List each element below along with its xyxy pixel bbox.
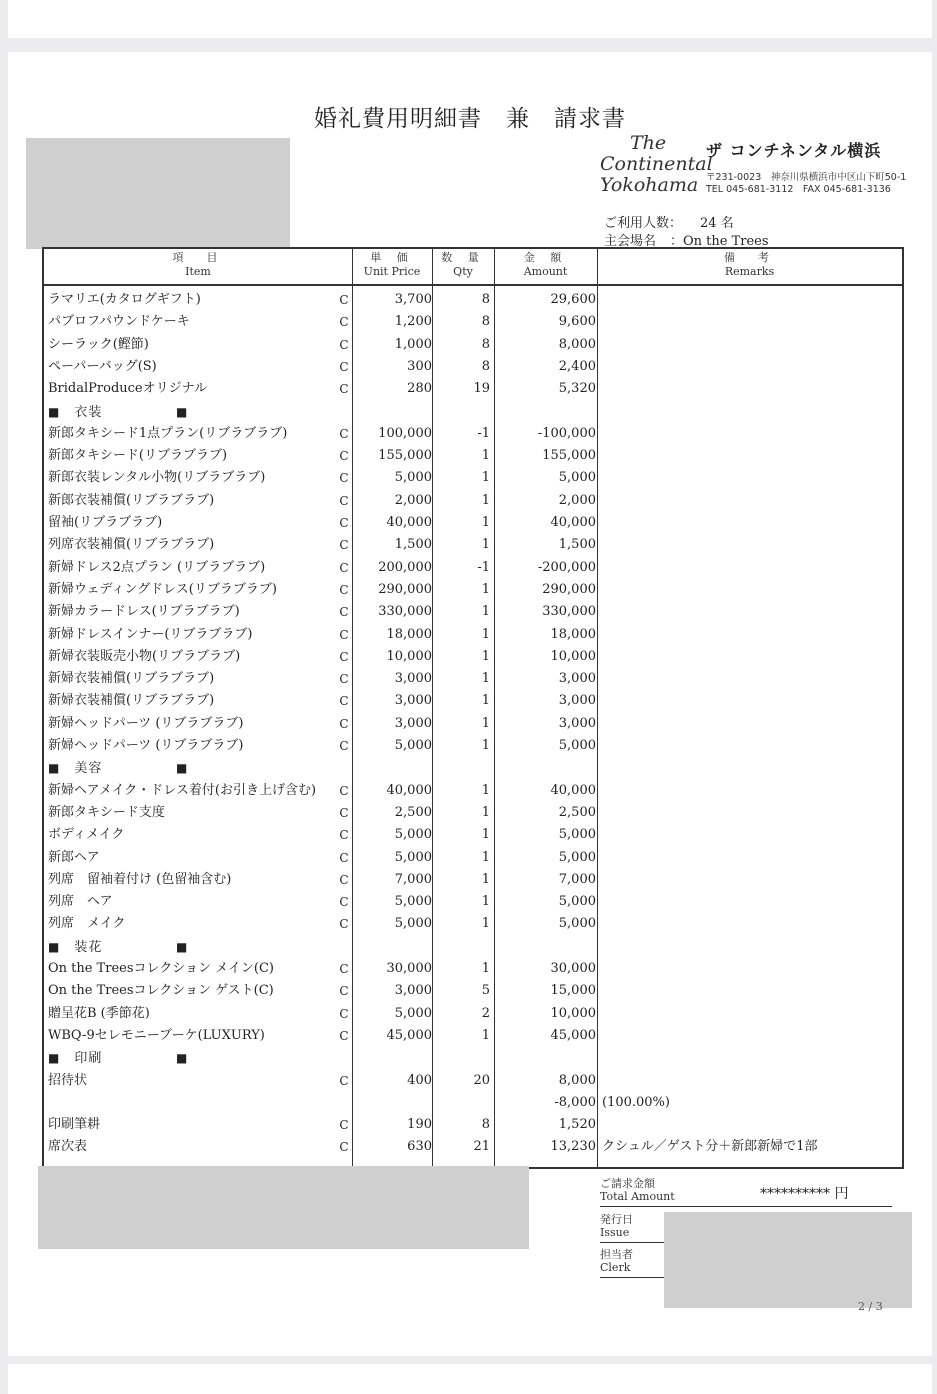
cell-unit-price: 1,000 bbox=[394, 336, 432, 352]
cell-item: 新婦ヘッドパーツ (リブラブラブ) bbox=[48, 738, 244, 753]
table-row bbox=[44, 690, 902, 712]
venue-label: 主会場名 bbox=[604, 234, 657, 249]
cell-tax-code: C bbox=[339, 382, 349, 397]
cell-tax-code: C bbox=[339, 828, 349, 843]
cell-item: 新婦ヘアメイク・ドレス着付(お引き上げ含む) bbox=[48, 782, 317, 798]
section-square-icon: ■ bbox=[176, 761, 188, 776]
cell-item: 列席 ヘア bbox=[48, 894, 113, 910]
cell-item: 新郎タキシード1点プラン(リブラブラブ) bbox=[48, 425, 288, 441]
issue-date-label bbox=[600, 1213, 633, 1239]
cell-tax-code: C bbox=[339, 895, 349, 910]
page-number: 2 / 3 bbox=[858, 1300, 883, 1313]
table-row bbox=[44, 668, 902, 690]
section-title bbox=[48, 1047, 338, 1070]
cell-unit-price: 7,000 bbox=[394, 871, 432, 887]
cell-amount: 7,000 bbox=[558, 871, 596, 887]
table-row bbox=[44, 1003, 902, 1025]
redacted-issue-clerk-block bbox=[664, 1212, 912, 1308]
cell-qty: 8 bbox=[481, 358, 490, 374]
cell-amount: 155,000 bbox=[542, 448, 596, 464]
cell-item: 新郎衣装補償(リブラブラブ) bbox=[48, 492, 215, 508]
table-row bbox=[44, 780, 902, 802]
header-amount-en: Amount bbox=[523, 265, 568, 278]
cell-item: 招待状 bbox=[48, 1072, 88, 1088]
cell-item: 列席 メイク bbox=[48, 916, 126, 932]
hotel-address bbox=[706, 172, 906, 196]
section-label: 美容 bbox=[74, 761, 103, 777]
cell-amount: 3,000 bbox=[558, 671, 596, 687]
cell-qty: 1 bbox=[481, 515, 490, 530]
guest-count-value: 24 名 bbox=[700, 216, 734, 231]
cell-amount: 9,600 bbox=[558, 314, 596, 330]
cell-item: 新婦ヘッドパーツ (リブラブラブ) bbox=[48, 715, 244, 731]
header-qty-en: Qty bbox=[453, 265, 473, 278]
table-row bbox=[44, 512, 902, 534]
cell-qty: 19 bbox=[473, 381, 490, 397]
section-square-icon: ■ bbox=[176, 404, 188, 419]
table-row bbox=[44, 579, 902, 601]
cell-qty: 1 bbox=[481, 715, 490, 731]
cell-qty: 21 bbox=[473, 1139, 490, 1155]
header-price-jp: 単 価 bbox=[370, 251, 414, 264]
header-remarks bbox=[597, 251, 902, 279]
cell-item: On the Treesコレクション メイン(C) bbox=[48, 961, 274, 976]
cell-amount: -100,000 bbox=[537, 425, 596, 441]
hotel-address-line: 〒231-0023 神奈川県横浜市中区山下町50-1 bbox=[706, 172, 907, 183]
cell-tax-code: C bbox=[339, 582, 349, 597]
clerk-label-en: Clerk bbox=[600, 1261, 631, 1274]
cell-item: ボディメイク bbox=[48, 827, 125, 843]
cell-item: 新郎衣装レンタル小物(リブラブラブ) bbox=[48, 470, 266, 486]
cell-amount: -200,000 bbox=[537, 559, 596, 575]
document-title: 婚礼費用明細書 兼 請求書 bbox=[314, 106, 626, 132]
cell-qty: 1 bbox=[481, 693, 490, 709]
section-square-icon: ■ bbox=[48, 1051, 61, 1066]
cell-amount: 5,320 bbox=[558, 381, 596, 397]
table-row bbox=[44, 1136, 902, 1158]
cell-unit-price: 630 bbox=[407, 1139, 432, 1155]
total-label bbox=[600, 1177, 675, 1203]
cell-amount: 40,000 bbox=[550, 515, 596, 530]
clerk-label-jp: 担当者 bbox=[600, 1248, 633, 1261]
cell-tax-code: C bbox=[339, 672, 349, 687]
table-row bbox=[44, 646, 902, 668]
table-row bbox=[44, 356, 902, 378]
table-row bbox=[44, 334, 902, 356]
cell-item: 列席 留袖着付け (色留袖含む) bbox=[48, 871, 232, 887]
cell-amount: 5,000 bbox=[558, 894, 596, 910]
cell-amount: 40,000 bbox=[550, 782, 596, 798]
cell-amount: 5,000 bbox=[558, 827, 596, 843]
header-item-jp: 項 目 bbox=[172, 251, 224, 264]
cell-tax-code: C bbox=[339, 1006, 349, 1021]
cell-qty: 1 bbox=[481, 470, 490, 486]
cell-amount: 3,000 bbox=[558, 715, 596, 731]
cell-amount: 1,520 bbox=[558, 1117, 596, 1133]
cell-qty: 1 bbox=[481, 1027, 490, 1043]
section-square-icon: ■ bbox=[176, 939, 188, 954]
cell-unit-price: 1,200 bbox=[394, 314, 432, 330]
section-label: 装花 bbox=[74, 939, 103, 955]
cell-tax-code: C bbox=[339, 471, 349, 486]
table-row bbox=[44, 624, 902, 646]
cell-tax-code: C bbox=[339, 605, 349, 620]
section-row bbox=[44, 936, 902, 958]
cell-amount: 2,400 bbox=[558, 358, 596, 374]
cell-unit-price: 5,000 bbox=[394, 894, 432, 910]
cell-unit-price: 280 bbox=[407, 381, 432, 397]
venue-value: ：On the Trees bbox=[670, 234, 769, 249]
section-square-icon: ■ bbox=[48, 404, 61, 419]
cell-qty: 1 bbox=[481, 738, 490, 753]
table-row bbox=[44, 735, 902, 757]
hotel-name: ザ コンチネンタル横浜 bbox=[706, 141, 882, 160]
cell-unit-price: 3,000 bbox=[394, 693, 432, 709]
cell-tax-code: C bbox=[339, 315, 349, 330]
table-row bbox=[44, 802, 902, 824]
cell-unit-price: 2,500 bbox=[394, 804, 432, 820]
issue-label-jp: 発行日 bbox=[600, 1213, 633, 1226]
cell-qty: -1 bbox=[477, 425, 490, 441]
table-row bbox=[44, 824, 902, 846]
cell-tax-code: C bbox=[339, 359, 349, 374]
cell-unit-price: 30,000 bbox=[386, 961, 432, 976]
cell-amount: 330,000 bbox=[542, 604, 596, 620]
cell-unit-price: 200,000 bbox=[378, 559, 432, 575]
cell-tax-code: C bbox=[339, 449, 349, 464]
cell-unit-price: 3,700 bbox=[394, 292, 432, 307]
section-label: 衣装 bbox=[74, 404, 103, 420]
cell-tax-code: C bbox=[339, 293, 349, 307]
cell-unit-price: 3,000 bbox=[394, 715, 432, 731]
cell-item: 贈呈花B (季節花) bbox=[48, 1005, 150, 1021]
cell-amount: 45,000 bbox=[550, 1027, 596, 1043]
cell-amount: 5,000 bbox=[558, 470, 596, 486]
cell-item: 列席衣装補償(リブラブラブ) bbox=[48, 537, 215, 553]
invoice-page bbox=[8, 52, 932, 1356]
section-title bbox=[48, 757, 338, 780]
cell-item: ラマリエ(カタログギフト) bbox=[48, 292, 201, 307]
table-row bbox=[44, 490, 902, 512]
cell-qty: 1 bbox=[481, 604, 490, 620]
table-row bbox=[44, 913, 902, 935]
cell-qty: 1 bbox=[481, 626, 490, 642]
cell-item: 留袖(リブラブラブ) bbox=[48, 515, 163, 530]
cell-tax-code: C bbox=[339, 337, 349, 352]
cell-tax-code: C bbox=[339, 805, 349, 820]
table-row bbox=[44, 601, 902, 623]
table-row bbox=[44, 311, 902, 333]
redacted-notes-block bbox=[38, 1166, 529, 1249]
cell-item: 印刷筆耕 bbox=[48, 1117, 101, 1133]
cell-qty: 1 bbox=[481, 849, 490, 865]
table-row bbox=[44, 378, 902, 400]
cell-amount: 3,000 bbox=[558, 693, 596, 709]
section-label: 印刷 bbox=[74, 1051, 103, 1067]
cell-unit-price: 1,500 bbox=[394, 537, 432, 553]
cell-tax-code: C bbox=[339, 1028, 349, 1043]
cell-qty: 1 bbox=[481, 581, 490, 597]
cell-qty: 5 bbox=[481, 983, 490, 999]
cell-qty: 1 bbox=[481, 894, 490, 910]
cell-unit-price: 40,000 bbox=[386, 782, 432, 798]
cell-qty: 8 bbox=[481, 336, 490, 352]
cell-item: 新婦ドレス2点プラン (リブラブラブ) bbox=[48, 559, 266, 575]
cell-item: 新郎タキシード(リブラブラブ) bbox=[48, 448, 228, 464]
cell-tax-code: C bbox=[339, 1073, 349, 1088]
cell-item: 新婦ドレスインナー(リブラブラブ) bbox=[48, 626, 253, 642]
header-item-en: Item bbox=[185, 265, 211, 278]
table-row bbox=[44, 1070, 902, 1092]
cell-tax-code: C bbox=[339, 426, 349, 441]
cell-unit-price: 400 bbox=[407, 1072, 432, 1088]
cell-unit-price: 330,000 bbox=[378, 604, 432, 620]
total-amount: ********** bbox=[760, 1186, 830, 1202]
table-row bbox=[44, 445, 902, 467]
cell-item: 新郎ヘア bbox=[48, 849, 100, 865]
section-title bbox=[48, 936, 338, 959]
previous-page-edge bbox=[8, 0, 932, 38]
section-row bbox=[44, 757, 902, 779]
cell-item: 席次表 bbox=[48, 1139, 88, 1155]
cell-tax-code: C bbox=[339, 560, 349, 575]
cell-item: 新婦衣装補償(リブラブラブ) bbox=[48, 693, 215, 709]
cell-tax-code: C bbox=[339, 783, 349, 798]
header-item bbox=[44, 251, 352, 279]
cell-unit-price: 155,000 bbox=[378, 448, 432, 464]
cell-qty: 1 bbox=[481, 916, 490, 932]
logo-continental-text: Continental bbox=[600, 153, 713, 175]
line-items-table bbox=[42, 247, 904, 1169]
cell-amount: -8,000 bbox=[554, 1094, 596, 1110]
cell-amount: 1,500 bbox=[558, 537, 596, 553]
cell-tax-code: C bbox=[339, 917, 349, 932]
cell-unit-price: 100,000 bbox=[378, 425, 432, 441]
cell-amount: 10,000 bbox=[550, 648, 596, 664]
cell-unit-price: 5,000 bbox=[394, 849, 432, 865]
cell-qty: 20 bbox=[473, 1072, 490, 1088]
cell-unit-price: 2,000 bbox=[394, 492, 432, 508]
cell-amount: 5,000 bbox=[558, 916, 596, 932]
header-remarks-en: Remarks bbox=[724, 265, 775, 278]
cell-tax-code: C bbox=[339, 694, 349, 709]
cell-unit-price: 3,000 bbox=[394, 671, 432, 687]
cell-qty: 1 bbox=[481, 961, 490, 976]
cell-item: 新郎タキシード支度 bbox=[48, 804, 165, 820]
cell-tax-code: C bbox=[339, 872, 349, 887]
cell-item: BridalProduceオリジナル bbox=[48, 381, 207, 397]
guest-count-label: ご利用人数： bbox=[604, 216, 683, 231]
cell-qty: 2 bbox=[481, 1005, 490, 1021]
cell-amount: 290,000 bbox=[542, 581, 596, 597]
cell-unit-price: 190 bbox=[407, 1117, 432, 1133]
cell-unit-price: 5,000 bbox=[394, 1005, 432, 1021]
logo-yokohama-text: Yokohama bbox=[600, 174, 699, 196]
section-square-icon: ■ bbox=[176, 1051, 188, 1066]
cell-unit-price: 18,000 bbox=[386, 626, 432, 642]
cell-tax-code: C bbox=[339, 627, 349, 642]
guest-count-line bbox=[604, 212, 734, 231]
cell-qty: 8 bbox=[481, 1117, 490, 1133]
table-row bbox=[44, 713, 902, 735]
next-page-edge bbox=[8, 1364, 932, 1394]
cell-tax-code: C bbox=[339, 516, 349, 530]
issue-label-en: Issue bbox=[600, 1226, 630, 1239]
logo-the-text: The bbox=[630, 132, 667, 154]
cell-unit-price: 40,000 bbox=[386, 515, 432, 530]
clerk-label bbox=[600, 1248, 633, 1274]
cell-tax-code: C bbox=[339, 850, 349, 865]
total-label-en: Total Amount bbox=[600, 1190, 675, 1203]
section-square-icon: ■ bbox=[48, 761, 61, 776]
total-amount-value bbox=[760, 1183, 848, 1203]
cell-item: シーラック(鰹節) bbox=[48, 336, 149, 352]
section-row bbox=[44, 1047, 902, 1069]
section-row bbox=[44, 401, 902, 423]
cell-unit-price: 5,000 bbox=[394, 827, 432, 843]
cell-tax-code: C bbox=[339, 1118, 349, 1133]
cell-qty: 1 bbox=[481, 671, 490, 687]
cell-remarks: クシュル／ゲスト分＋新郎新婦で1部 bbox=[602, 1139, 818, 1155]
cell-unit-price: 3,000 bbox=[394, 983, 432, 999]
cell-qty: 1 bbox=[481, 448, 490, 464]
cell-tax-code: C bbox=[339, 493, 349, 508]
cell-qty: 8 bbox=[481, 292, 490, 307]
header-qty-jp: 数 量 bbox=[441, 251, 485, 264]
table-row bbox=[44, 557, 902, 579]
cell-amount: 10,000 bbox=[550, 1005, 596, 1021]
cell-amount: 30,000 bbox=[550, 961, 596, 976]
header-amount-jp: 金 額 bbox=[523, 251, 568, 264]
cell-unit-price: 290,000 bbox=[378, 581, 432, 597]
cell-item: パブロフパウンドケーキ bbox=[48, 314, 190, 330]
table-row bbox=[44, 869, 902, 891]
cell-qty: 1 bbox=[481, 782, 490, 798]
table-row bbox=[44, 891, 902, 913]
table-row bbox=[44, 534, 902, 556]
cell-tax-code: C bbox=[339, 962, 349, 976]
cell-tax-code: C bbox=[339, 716, 349, 731]
cell-remarks: (100.00%) bbox=[602, 1094, 670, 1110]
cell-qty: 8 bbox=[481, 314, 490, 330]
cell-unit-price: 5,000 bbox=[394, 470, 432, 486]
cell-tax-code: C bbox=[339, 1140, 349, 1155]
cell-item: 新婦ウェディングドレス(リブラブラブ) bbox=[48, 581, 277, 597]
cell-tax-code: C bbox=[339, 538, 349, 553]
table-row bbox=[44, 1092, 902, 1114]
cell-item: 新婦カラードレス(リブラブラブ) bbox=[48, 604, 240, 620]
table-row bbox=[44, 847, 902, 869]
table-row bbox=[44, 1025, 902, 1047]
cell-item: ペーパーバッグ(S) bbox=[48, 358, 157, 374]
header-unit-price bbox=[352, 251, 432, 279]
section-title bbox=[48, 401, 338, 424]
cell-item: On the Treesコレクション ゲスト(C) bbox=[48, 983, 274, 999]
total-currency: 円 bbox=[834, 1186, 849, 1202]
header-amount bbox=[494, 251, 597, 279]
cell-amount: 18,000 bbox=[550, 626, 596, 642]
cell-unit-price: 10,000 bbox=[386, 648, 432, 664]
table-row bbox=[44, 1114, 902, 1136]
cell-qty: 1 bbox=[481, 804, 490, 820]
cell-amount: 8,000 bbox=[558, 336, 596, 352]
cell-amount: 2,500 bbox=[558, 804, 596, 820]
cell-unit-price: 5,000 bbox=[394, 916, 432, 932]
table-row bbox=[44, 289, 902, 311]
cell-amount: 29,600 bbox=[550, 292, 596, 307]
redacted-customer-block bbox=[26, 138, 290, 249]
cell-amount: 15,000 bbox=[550, 983, 596, 999]
cell-tax-code: C bbox=[339, 649, 349, 664]
cell-qty: 1 bbox=[481, 648, 490, 664]
cell-amount: 2,000 bbox=[558, 492, 596, 508]
cell-qty: 1 bbox=[481, 537, 490, 553]
cell-qty: -1 bbox=[477, 559, 490, 575]
cell-unit-price: 300 bbox=[407, 358, 432, 374]
cell-amount: 5,000 bbox=[558, 849, 596, 865]
header-qty bbox=[432, 251, 494, 279]
section-square-icon: ■ bbox=[48, 939, 61, 954]
cell-tax-code: C bbox=[339, 739, 349, 753]
cell-qty: 1 bbox=[481, 871, 490, 887]
cell-qty: 1 bbox=[481, 492, 490, 508]
cell-amount: 5,000 bbox=[558, 738, 596, 753]
cell-item: WBQ-9セレモニーブーケ(LUXURY) bbox=[48, 1027, 265, 1043]
cell-qty: 1 bbox=[481, 827, 490, 843]
hotel-tel-fax: TEL 045-681-3112 FAX 045-681-3136 bbox=[706, 184, 891, 195]
header-price-en: Unit Price bbox=[363, 265, 421, 278]
table-row bbox=[44, 423, 902, 445]
cell-amount: 8,000 bbox=[558, 1072, 596, 1088]
table-row bbox=[44, 958, 902, 980]
cell-amount: 13,230 bbox=[550, 1139, 596, 1155]
cell-item: 新婦衣装補償(リブラブラブ) bbox=[48, 671, 215, 687]
cell-tax-code: C bbox=[339, 984, 349, 999]
table-row bbox=[44, 980, 902, 1002]
cell-item: 新婦衣装販売小物(リブラブラブ) bbox=[48, 648, 241, 664]
header-remarks-jp: 備 考 bbox=[724, 251, 775, 264]
table-row bbox=[44, 467, 902, 489]
cell-unit-price: 5,000 bbox=[394, 738, 432, 753]
total-label-jp: ご請求金額 bbox=[600, 1177, 655, 1190]
cell-unit-price: 45,000 bbox=[386, 1027, 432, 1043]
